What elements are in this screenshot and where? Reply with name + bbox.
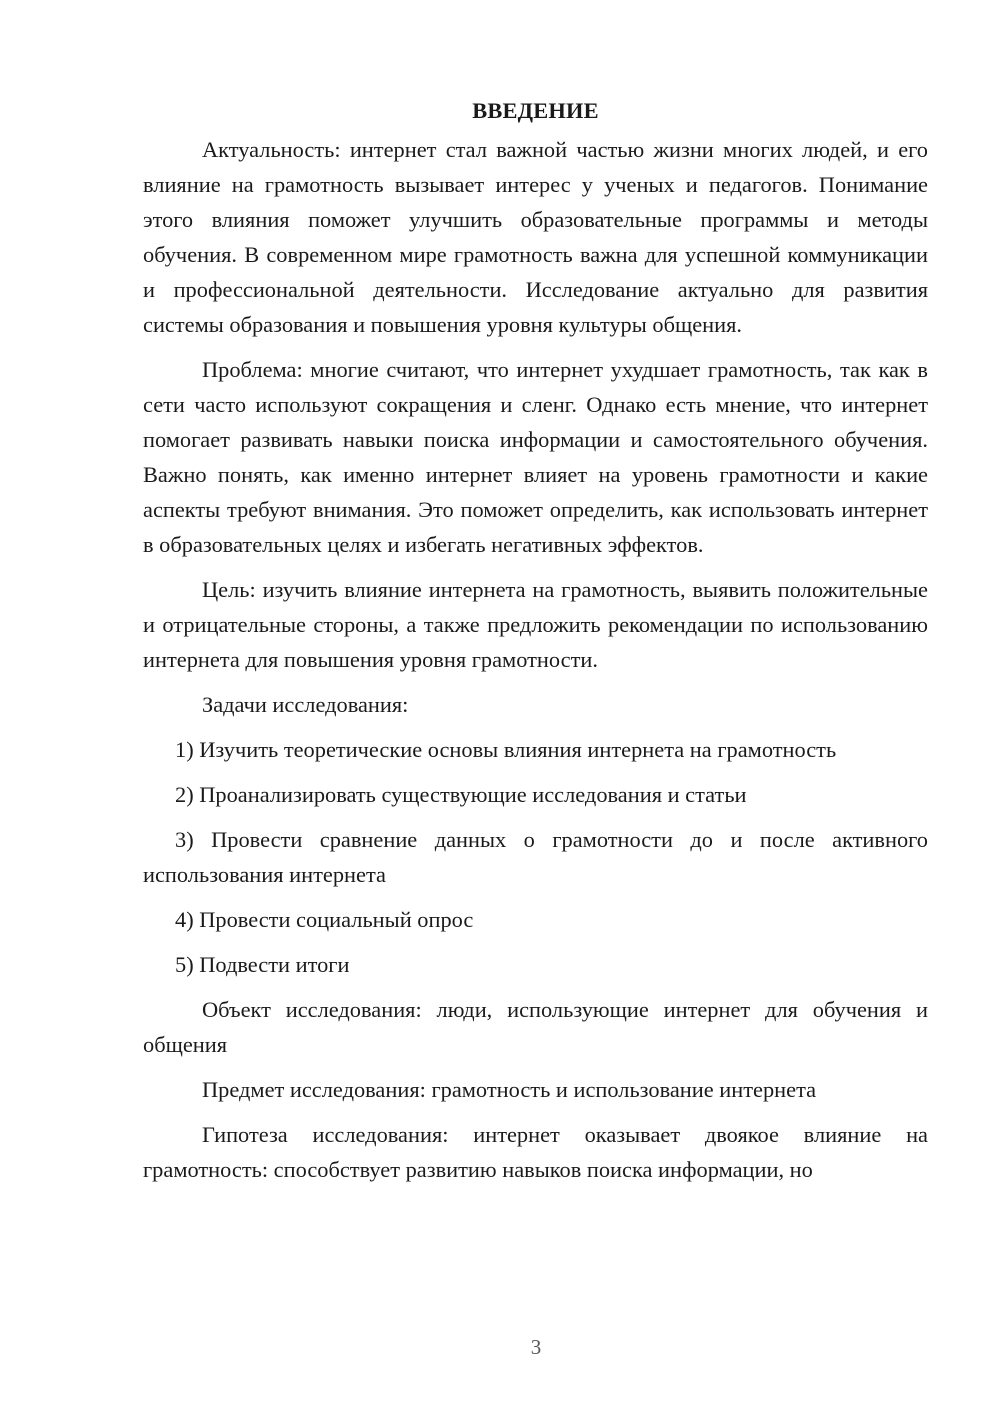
section-title: ВВЕДЕНИЕ	[472, 98, 599, 123]
task-item-3: 3) Провести сравнение данных о грамотности до и после активного использования интернета	[143, 827, 928, 887]
task-item-1: 1) Изучить теоретические основы влияния интернета на грамотность	[175, 737, 837, 762]
document-body	[143, 93, 928, 1187]
task-item-4: 4) Провести социальный опрос	[175, 907, 474, 932]
tasks-list	[143, 732, 928, 982]
paragraph-object: Объект исследования: люди, использующие интернет для обучения и общения	[143, 997, 928, 1057]
paragraph-goal: Цель: изучить влияние интернета на грамотность, выявить положительные и отрицательные стороны, а также предложить рекомендации по использованию интернета для повышения уровня грамотности.	[143, 577, 928, 672]
paragraph-relevance: Актуальность: интернет стал важной частью жизни многих людей, и его влияние на грамотность вызывает интерес у ученых и педагогов. Понимание этого влияния поможет улучшить образовательные программы и методы обучения. В современном мире грамотность важна для успешной коммуникации и профессиональной деятельности. Исследование актуально для развития системы образования и повышения уровня культуры общения.	[143, 137, 928, 337]
tasks-heading: Задачи исследования:	[202, 692, 409, 717]
page-number: 3	[530, 1335, 542, 1359]
paragraph-problem: Проблема: многие считают, что интернет ухудшает грамотность, так как в сети часто используют сокращения и сленг. Однако есть мнение, что интернет помогает развивать навыки поиска информации и самостоятельного обучения. Важно понять, как именно интернет влияет на уровень грамотности и какие аспекты требуют внимания. Это поможет определить, как использовать интернет в образовательных целях и избегать негативных эффектов.	[143, 357, 928, 557]
paragraph-subject: Предмет исследования: грамотность и использование интернета	[202, 1077, 817, 1102]
task-item-2: 2) Проанализировать существующие исследования и статьи	[175, 782, 747, 807]
task-item-5: 5) Подвести итоги	[175, 952, 350, 977]
paragraph-hypothesis: Гипотеза исследования: интернет оказывает двоякое влияние на грамотность: способствует развитию навыков поиска информации, но	[143, 1122, 928, 1182]
